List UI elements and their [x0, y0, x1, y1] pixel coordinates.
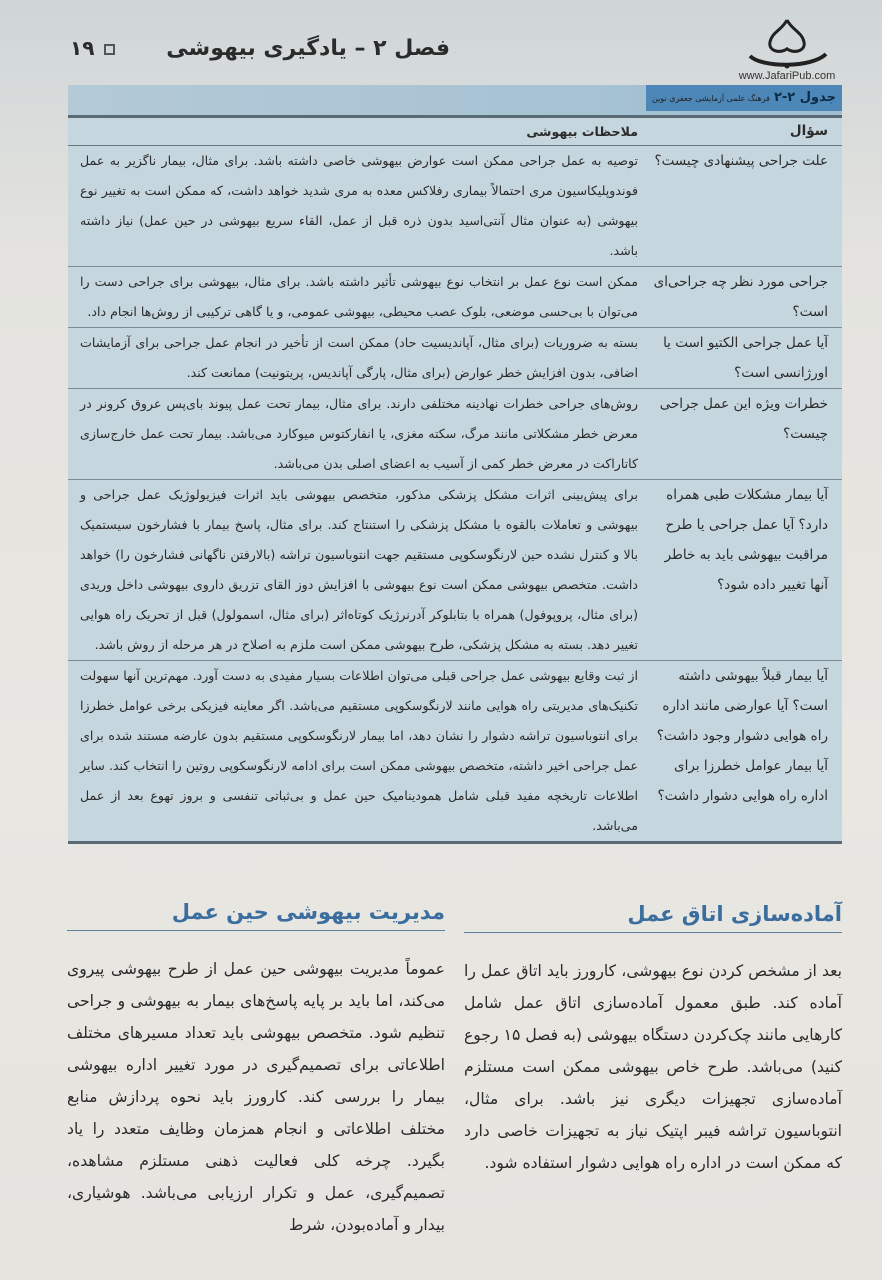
header-remarks: ملاحظات بیهوشی	[526, 124, 638, 139]
question-cell: علت جراحی پیشنهادی چیست؟	[654, 153, 828, 169]
table-2-2	[68, 85, 842, 844]
page-number: ۱۹	[70, 36, 95, 60]
chapter-title: فصل ۲ – یادگیری بیهوشی	[166, 36, 450, 61]
remarks-cell: برای پیش‌بینی اثرات مشکل پزشکی مذکور، متخصص بیهوشی باید اثرات فیزیولوژیک عمل جراحی و بیهوشی و تعاملات بالقوه با مشکل پزشکی را استنتاج کند. برای مثال، پاسخ بیمار با فشارخون سیستمیک بالا و کنترل نشده حین لارنگوسکوپی مستقیم جهت انتوباسیون تراشه (بالارفتن ناگهانی فشارخون را) خواهد داشت. متخصص بیهوشی ممکن است نوع بیهوشی با افزایش دوز القای تزریق داروی بیهوشی داخل وریدی (برای مثال، پروپوفول) همراه با بتابلوکر آدرنرژیک کوتاه‌اثر (برای مثال، اسمولول) قبل از تحریک راه هوایی تغییر دهد. بسته به مشکل پزشکی، طرح بیهوشی ممکن است ملزم به اصلاح در هر مرحله از روش باشد.	[80, 487, 638, 652]
remarks-cell: ممکن است نوع عمل بر انتخاب نوع بیهوشی تأثیر داشته باشد. برای مثال، بیهوشی برای جراحی دست را می‌توان با بی‌حسی موضعی، بلوک عصب محیطی، بیهوشی عمومی، و یا گاهی ترکیبی از روش‌ها انجام داد.	[80, 274, 638, 319]
table-label	[646, 85, 842, 111]
table-row	[68, 267, 842, 328]
publisher-url: www.JafariPub.com	[738, 70, 836, 82]
table-label-text: جدول ۲-۲	[773, 90, 836, 105]
question-cell: خطرات ویژه این عمل جراحی چیست؟	[659, 396, 828, 442]
square-bullet-icon	[104, 44, 115, 55]
table-row	[68, 389, 842, 480]
section-heading: مدیریت بیهوشی حین عمل	[67, 900, 445, 931]
remarks-cell: از ثبت وقایع بیهوشی عمل جراحی قبلی می‌توان اطلاعات بسیار مفیدی به دست آورد. مهم‌ترین آنها سهولت تکنیک‌های مدیریتی راه هوایی مانند لارنگوسکوپی مستقیم می‌باشد. اگر معاینه فیزیکی برخی عوامل خطرزا برای انتوباسیون تراشه دشوار را نشان دهد، اما بیمار لارنگوسکوپی مستقیم بدون عارضه مستند شده برای عمل جراحی اخیر داشته، متخصص بیهوشی ممکن است برای ادامه لارنگوسکوپی روتین را انتخاب کند. سایر اطلاعات تاریخچه مفید قبلی شامل همودینامیک حین عمل و بی‌ثباتی تنفسی و بروز تهوع بعد از عمل می‌باشد.	[80, 668, 638, 833]
section-body: بعد از مشخص کردن نوع بیهوشی، کارورز باید اتاق عمل را آماده کند. طبق معمول آماده‌سازی اتاق عمل شامل کارهایی مانند چک‌کردن دستگاه بیهوشی (به فصل ۱۵ رجوع کنید) می‌باشد. طرح خاص بیهوشی ممکن است مستلزم آماده‌سازی تجهیزات دیگری نیز باشد. برای مثال، انتوباسیون تراشه فیبر اپتیک نیاز به تجهیزات خاصی دارد که ممکن است در اداره راه هوایی دشوار استفاده شود.	[464, 962, 842, 1172]
question-cell: آیا بیمار مشکلات طبی همراه دارد؟ آیا عمل جراحی یا طرح مراقبت بیهوشی باید به خاطر آنها تغییر داده شود؟	[664, 487, 828, 593]
table-row	[68, 661, 842, 844]
table-header-row	[68, 118, 842, 146]
remarks-cell: روش‌های جراحی خطرات نهادینه مختلفی دارند. برای مثال، بیمار تحت عمل پیوند بای‌پس عروق کرونر در معرض خطر مشکلاتی مانند مرگ، سکته مغزی، یا انفارکتوس میوکارد می‌باشد. بیمار تحت عمل خارج‌سازی کاتاراکت در معرض خطر کمی از آسیب به اعضای اصلی بدن می‌باشد.	[80, 396, 638, 471]
section-or-preparation	[464, 900, 842, 1179]
remarks-cell: توصیه به عمل جراحی ممکن است عوارض بیهوشی خاصی داشته باشد. برای مثال، بیمار ناگزیر به عمل فوندوپلیکاسیون مری احتمالاً بیماری رفلاکس معده به مری شدید خواهد داشت، که ممکن است به تغییر نوع بیهوشی (به عنوان مثال آنتی‌اسید بدون ذره قبل از عمل، القاء سریع بیهوشی در حین عمل) نیاز داشته باشد.	[80, 153, 638, 258]
section-intraop-management	[67, 900, 445, 1241]
header-question: سؤال	[789, 123, 828, 139]
table-row	[68, 480, 842, 661]
table-caption-band	[68, 85, 842, 118]
table-row	[68, 146, 842, 267]
section-body: عموماً مدیریت بیهوشی حین عمل از طرح بیهوشی پیروی می‌کند، اما باید بر پایه پاسخ‌های بیمار به بیهوشی و جراحی تنظیم شود. متخصص بیهوشی باید تعداد مسیرهای مختلف اطلاعاتی برای تصمیم‌گیری در مورد تغییر اداره بیهوشی بیمار را بررسی کند. کارورز باید نحوه پردازش منابع مختلف اطلاعاتی و انجام همزمان وظایف متعدد را یاد بگیرد. چرخه کلی فعالیت ذهنی مستلزم مشاهده، تصمیم‌گیری، عمل و تکرار ارزیابی می‌باشد. هوشیاری، بیدار و آماده‌بودن، شرط	[67, 960, 445, 1234]
running-head	[70, 36, 450, 61]
question-cell: آیا عمل جراحی الکتیو است یا اورژانسی است؟	[663, 335, 828, 381]
publisher-logo	[732, 18, 842, 82]
question-cell: آیا بیمار قبلاً بیهوشی داشته است؟ آیا عوارضی مانند اداره راه هوایی دشوار وجود داشت؟ آیا بیمار عوامل خطرزا برای اداره راه هوایی دشوار داشت؟	[656, 668, 828, 804]
table-row	[68, 328, 842, 389]
question-cell: جراحی مورد نظر چه جراحی‌ای است؟	[653, 274, 828, 320]
calligraphy-logo-icon	[742, 18, 832, 70]
publisher-name: فرهنگ علمی آزمایشی جعفری نوین	[651, 94, 770, 103]
section-heading: آماده‌سازی اتاق عمل	[464, 900, 842, 933]
remarks-cell: بسته به ضروریات (برای مثال، آپاندیسیت حاد) ممکن است از تأخیر در انجام عمل جراحی برای آزمایشات اضافی، بدون افزایش خطر عوارض (برای مثال، پارگی آپاندیس، پریتونیت) ممانعت کند.	[80, 335, 638, 380]
